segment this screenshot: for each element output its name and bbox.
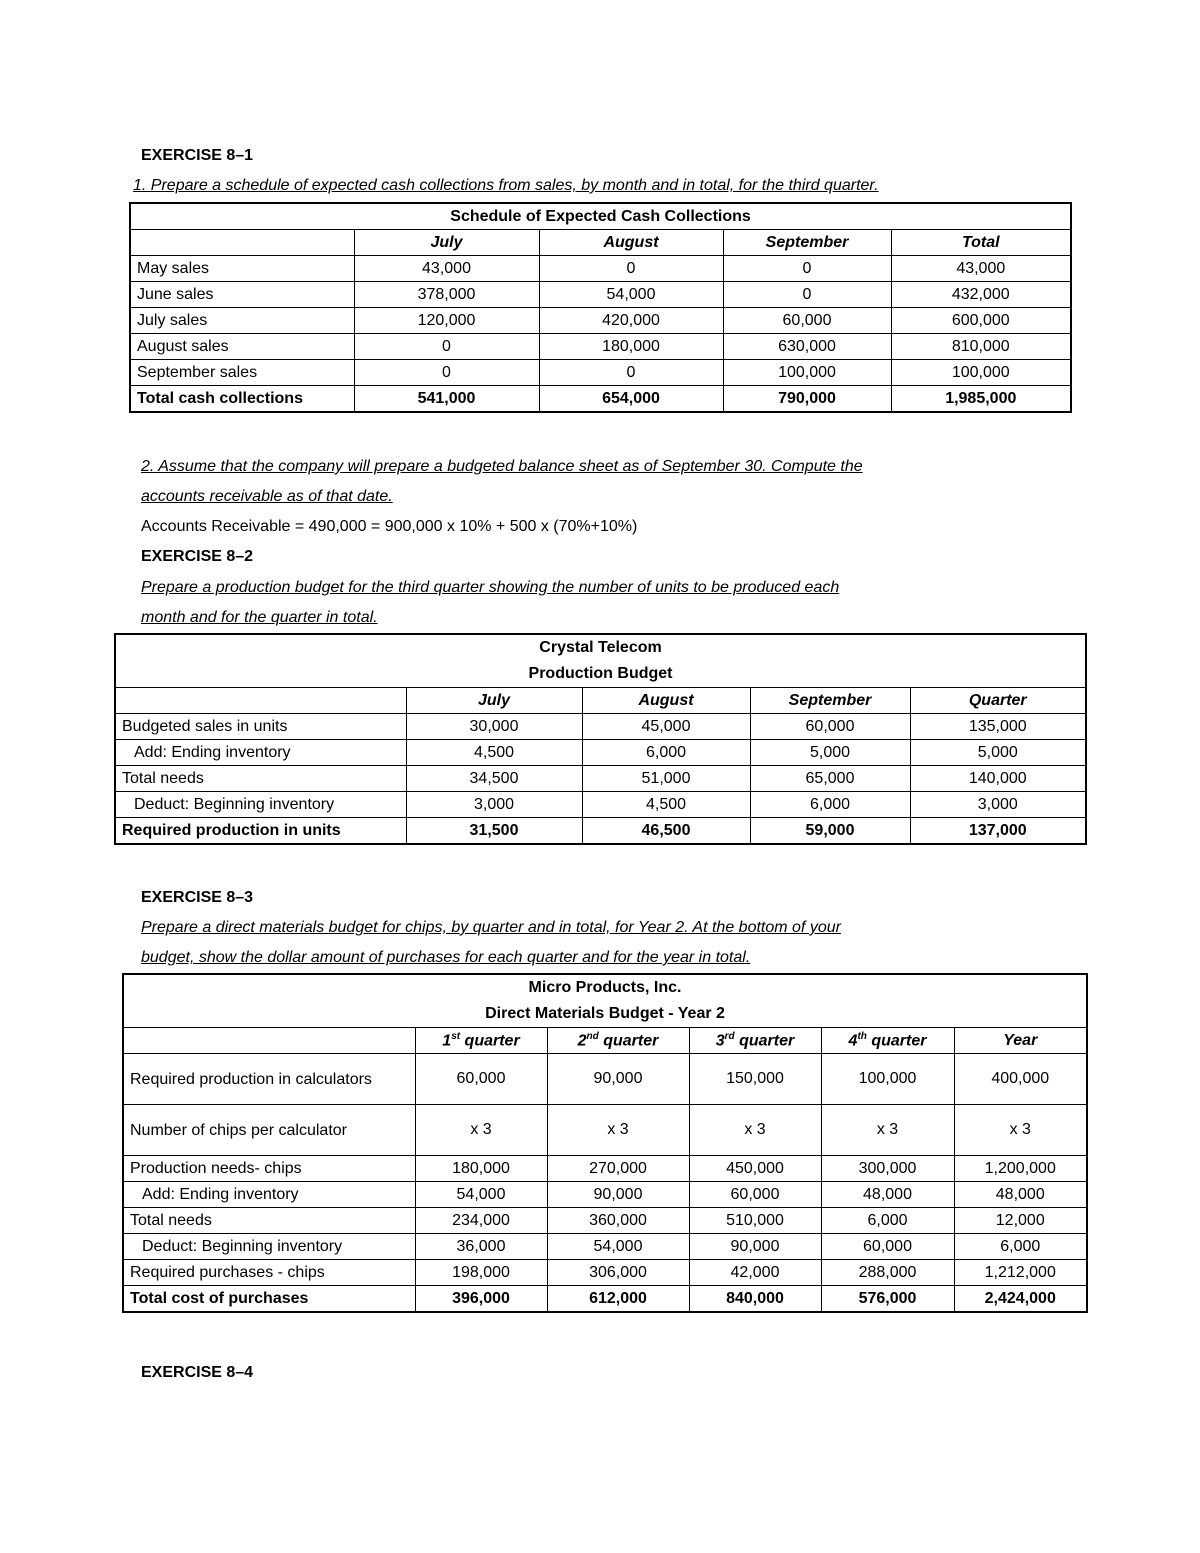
exercise-8-4-heading: EXERCISE 8–4 <box>141 1364 254 1381</box>
cash-collections-table <box>129 202 1072 413</box>
table-row <box>115 740 1086 766</box>
row-label: Total cash collections <box>130 386 354 413</box>
row-label: Deduct: Beginning inventory <box>123 1234 415 1260</box>
table-row <box>130 282 1071 308</box>
column-header <box>547 1028 689 1054</box>
table-row <box>123 1105 1087 1156</box>
cell-value: 51,000 <box>582 766 750 792</box>
cell-value: 0 <box>723 256 891 282</box>
cell-value: 6,000 <box>750 792 910 818</box>
cell-value: 60,000 <box>689 1182 821 1208</box>
cell-value: 4,500 <box>406 740 582 766</box>
table-row <box>130 360 1071 386</box>
table-title-company: Crystal Telecom <box>539 639 662 656</box>
cell-value: 400,000 <box>954 1054 1087 1105</box>
cell-value: 6,000 <box>954 1234 1087 1260</box>
cell-value: x 3 <box>821 1105 954 1156</box>
column-header: September <box>723 230 891 256</box>
cell-value: 42,000 <box>689 1260 821 1286</box>
cell-value: 6,000 <box>821 1208 954 1234</box>
table-row <box>123 1208 1087 1234</box>
cell-value: 1,212,000 <box>954 1260 1087 1286</box>
header-row <box>115 688 1086 714</box>
header-ordinal: nd <box>586 1030 599 1042</box>
cell-value: 1,200,000 <box>954 1156 1087 1182</box>
table-title-budget: Direct Materials Budget - Year 2 <box>485 1005 725 1022</box>
table-row <box>123 1182 1087 1208</box>
cell-value: 43,000 <box>891 256 1071 282</box>
row-label: May sales <box>130 256 354 282</box>
table-row <box>123 1286 1087 1313</box>
header-row <box>123 1028 1087 1054</box>
exercise-8-3-question-line2: budget, show the dollar amount of purchases for each quarter and for the year in total. <box>141 949 751 966</box>
header-ordinal: rd <box>724 1030 735 1042</box>
row-label: Required production in calculators <box>123 1054 415 1105</box>
cell-value: 60,000 <box>723 308 891 334</box>
cell-value: x 3 <box>415 1105 547 1156</box>
cell-value: 2,424,000 <box>954 1286 1087 1313</box>
table-row <box>123 1054 1087 1105</box>
row-label: June sales <box>130 282 354 308</box>
cell-value: 378,000 <box>354 282 539 308</box>
exercise-8-3-question-line1: Prepare a direct materials budget for chips, by quarter and in total, for Year 2. At the bottom of your <box>141 919 841 936</box>
row-label: Add: Ending inventory <box>115 740 406 766</box>
cell-value: 420,000 <box>539 308 723 334</box>
cell-value: 288,000 <box>821 1260 954 1286</box>
cell-value: 4,500 <box>582 792 750 818</box>
column-header: Quarter <box>910 688 1086 714</box>
cell-value: 34,500 <box>406 766 582 792</box>
cell-value: 0 <box>539 360 723 386</box>
cell-value: 12,000 <box>954 1208 1087 1234</box>
header-text: quarter <box>734 1032 795 1050</box>
exercise-8-1-question-1: 1. Prepare a schedule of expected cash collections from sales, by month and in total, for the third quarter. <box>133 177 879 194</box>
cell-value: 46,500 <box>582 818 750 845</box>
header-text: quarter <box>598 1032 659 1050</box>
cell-value: 1,985,000 <box>891 386 1071 413</box>
row-label: Add: Ending inventory <box>123 1182 415 1208</box>
cell-value: 541,000 <box>354 386 539 413</box>
column-header <box>689 1028 821 1054</box>
row-label: August sales <box>130 334 354 360</box>
row-label: July sales <box>130 308 354 334</box>
column-header <box>954 1028 1087 1054</box>
row-label: Production needs- chips <box>123 1156 415 1182</box>
table-row <box>115 766 1086 792</box>
cell-value: 135,000 <box>910 714 1086 740</box>
cell-value: 3,000 <box>910 792 1086 818</box>
column-header <box>115 688 406 714</box>
cell-value: 43,000 <box>354 256 539 282</box>
exercise-8-1-question-2-line2: accounts receivable as of that date. <box>141 488 393 505</box>
table-row <box>123 1156 1087 1182</box>
column-header: July <box>354 230 539 256</box>
cell-value: 432,000 <box>891 282 1071 308</box>
cell-value: 137,000 <box>910 818 1086 845</box>
cell-value: x 3 <box>954 1105 1087 1156</box>
production-budget-table <box>114 633 1087 845</box>
exercise-8-1-heading: EXERCISE 8–1 <box>141 147 254 164</box>
cell-value: 654,000 <box>539 386 723 413</box>
table-row <box>115 818 1086 845</box>
row-label: September sales <box>130 360 354 386</box>
cell-value: 54,000 <box>539 282 723 308</box>
table-title-company: Micro Products, Inc. <box>528 979 682 996</box>
cell-value: 90,000 <box>547 1182 689 1208</box>
cell-value: 198,000 <box>415 1260 547 1286</box>
table-row <box>130 386 1071 413</box>
cell-value: 0 <box>354 360 539 386</box>
row-label: Total needs <box>123 1208 415 1234</box>
cell-value: 100,000 <box>723 360 891 386</box>
table-row <box>123 1234 1087 1260</box>
cell-value: 630,000 <box>723 334 891 360</box>
header-number: 1 <box>442 1032 452 1050</box>
table-title: Schedule of Expected Cash Collections <box>130 203 1071 230</box>
cell-value: x 3 <box>547 1105 689 1156</box>
cell-value: 612,000 <box>547 1286 689 1313</box>
column-header: Total <box>891 230 1071 256</box>
cell-value: 100,000 <box>821 1054 954 1105</box>
cell-value: 396,000 <box>415 1286 547 1313</box>
cell-value: 180,000 <box>539 334 723 360</box>
header-text: quarter <box>866 1032 927 1050</box>
cell-value: 48,000 <box>821 1182 954 1208</box>
header-number: 3 <box>715 1032 725 1050</box>
cell-value: 180,000 <box>415 1156 547 1182</box>
header-number: Year <box>1003 1031 1038 1049</box>
cell-value: 576,000 <box>821 1286 954 1313</box>
row-label: Total needs <box>115 766 406 792</box>
cell-value: 5,000 <box>750 740 910 766</box>
row-label: Total cost of purchases <box>123 1286 415 1313</box>
cell-value: 48,000 <box>954 1182 1087 1208</box>
cell-value: 65,000 <box>750 766 910 792</box>
cell-value: 59,000 <box>750 818 910 845</box>
cell-value: 234,000 <box>415 1208 547 1234</box>
table-row <box>115 792 1086 818</box>
header-ordinal: st <box>451 1030 461 1042</box>
exercise-8-3-heading: EXERCISE 8–3 <box>141 889 254 906</box>
cell-value: 140,000 <box>910 766 1086 792</box>
row-label: Required purchases - chips <box>123 1260 415 1286</box>
column-header <box>415 1028 547 1054</box>
table-row <box>130 256 1071 282</box>
cell-value: 31,500 <box>406 818 582 845</box>
cell-value: 3,000 <box>406 792 582 818</box>
column-header: August <box>539 230 723 256</box>
cell-value: 270,000 <box>547 1156 689 1182</box>
cell-value: 450,000 <box>689 1156 821 1182</box>
row-label: Required production in units <box>115 818 406 845</box>
header-text: quarter <box>460 1032 520 1050</box>
cell-value: 5,000 <box>910 740 1086 766</box>
table-row <box>130 308 1071 334</box>
cell-value: 36,000 <box>415 1234 547 1260</box>
column-header <box>821 1028 954 1054</box>
cell-value: 0 <box>723 282 891 308</box>
table-row <box>130 334 1071 360</box>
cell-value: 54,000 <box>415 1182 547 1208</box>
direct-materials-budget-table <box>122 973 1088 1313</box>
cell-value: 0 <box>354 334 539 360</box>
column-header: August <box>582 688 750 714</box>
cell-value: 54,000 <box>547 1234 689 1260</box>
exercise-8-2-question-line1: Prepare a production budget for the third quarter showing the number of units to be produced each <box>141 579 840 596</box>
cell-value: 360,000 <box>547 1208 689 1234</box>
cell-value: 6,000 <box>582 740 750 766</box>
cell-value: 0 <box>539 256 723 282</box>
header-ordinal: th <box>857 1030 867 1042</box>
cell-value: 30,000 <box>406 714 582 740</box>
table-row <box>123 1260 1087 1286</box>
row-label: Deduct: Beginning inventory <box>115 792 406 818</box>
cell-value: 60,000 <box>750 714 910 740</box>
header-row <box>130 230 1071 256</box>
exercise-8-2-heading: EXERCISE 8–2 <box>141 548 254 565</box>
cell-value: 90,000 <box>547 1054 689 1105</box>
row-label: Budgeted sales in units <box>115 714 406 740</box>
cell-value: 150,000 <box>689 1054 821 1105</box>
header-number: 2 <box>577 1032 587 1050</box>
cell-value: 90,000 <box>689 1234 821 1260</box>
cell-value: 300,000 <box>821 1156 954 1182</box>
cell-value: 600,000 <box>891 308 1071 334</box>
cell-value: 840,000 <box>689 1286 821 1313</box>
column-header: September <box>750 688 910 714</box>
column-header <box>130 230 354 256</box>
cell-value: 306,000 <box>547 1260 689 1286</box>
cell-value: 100,000 <box>891 360 1071 386</box>
cell-value: 45,000 <box>582 714 750 740</box>
row-label: Number of chips per calculator <box>123 1105 415 1156</box>
header-number: 4 <box>848 1032 858 1050</box>
cell-value: 60,000 <box>821 1234 954 1260</box>
accounts-receivable-answer: Accounts Receivable = 490,000 = 900,000 x 10% + 500 x (70%+10%) <box>141 518 638 535</box>
cell-value: 510,000 <box>689 1208 821 1234</box>
table-title-budget: Production Budget <box>528 665 673 682</box>
column-header: July <box>406 688 582 714</box>
cell-value: 120,000 <box>354 308 539 334</box>
cell-value: x 3 <box>689 1105 821 1156</box>
cell-value: 810,000 <box>891 334 1071 360</box>
column-header-empty <box>123 1028 415 1054</box>
cell-value: 790,000 <box>723 386 891 413</box>
cell-value: 60,000 <box>415 1054 547 1105</box>
exercise-8-2-question-line2: month and for the quarter in total. <box>141 609 378 626</box>
table-row <box>115 714 1086 740</box>
exercise-8-1-question-2-line1: 2. Assume that the company will prepare a budgeted balance sheet as of September 30. Compute the <box>141 458 863 475</box>
